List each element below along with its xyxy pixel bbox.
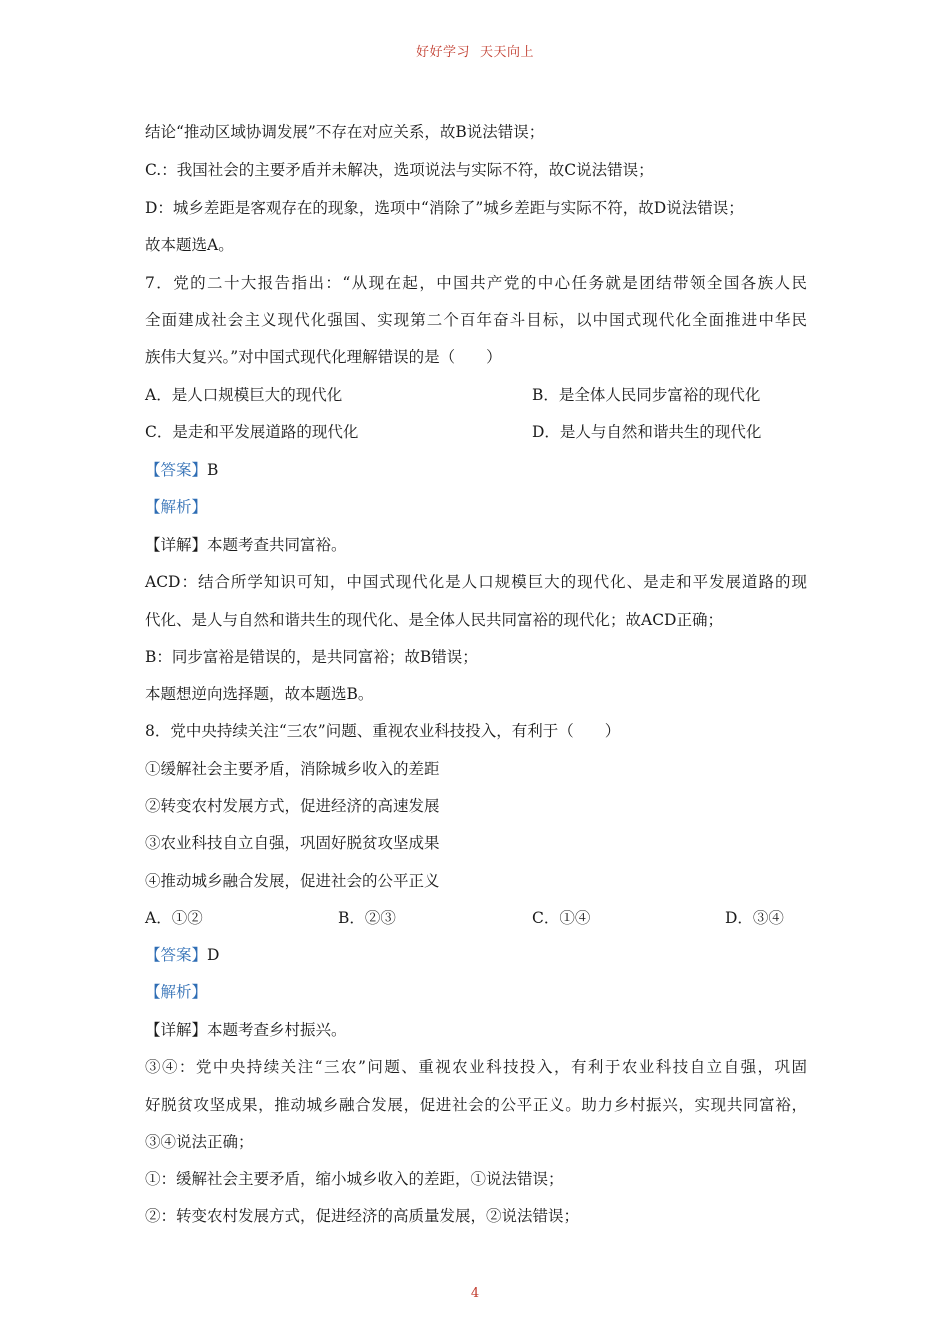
detail-line — [145, 1020, 347, 1040]
option-c: C．①④ — [532, 909, 591, 927]
text-line: 故本题选A。 — [145, 236, 234, 254]
text-line: D：城乡差距是客观存在的现象，选项中“消除了”城乡差距与实际不符，故D说法错误； — [145, 199, 744, 217]
text-line: 结论“推动区域协调发展”不存在对应关系，故B说法错误； — [145, 123, 545, 141]
page-number: 4 — [470, 1286, 480, 1301]
analysis-tag: 【解析】 — [145, 983, 208, 1001]
explanation-line: 好脱贫攻坚成果，推动城乡融合发展，促进社会的公平正义。助力乡村振兴，实现共同富裕， — [145, 1096, 807, 1114]
answer-tag: 【答案】 — [145, 946, 208, 964]
option-c: C．是走和平发展道路的现代化 — [145, 423, 359, 441]
header-right-text: 天天向上 — [480, 45, 535, 60]
page-header — [0, 41, 950, 60]
answer-line — [145, 945, 219, 965]
option-a: A．①② — [145, 909, 203, 927]
statement-2: ②转变农村发展方式，促进经济的高速发展 — [145, 797, 440, 815]
question-7-stem: 7．党的二十大报告指出：“从现在起，中国共产党的中心任务就是团结带领全国各族人民 — [145, 274, 807, 292]
option-b: B．②③ — [338, 909, 396, 927]
detail-line — [145, 535, 347, 555]
question-7-stem: 全面建成社会主义现代化强国、实现第二个百年奋斗目标，以中国式现代化全面推进中华民 — [145, 311, 807, 329]
statement-1: ①缓解社会主要矛盾，消除城乡收入的差距 — [145, 760, 440, 778]
text-line: C.：我国社会的主要矛盾并未解决，选项说法与实际不符，故C说法错误； — [145, 161, 654, 179]
explanation-line: 代化、是人与自然和谐共生的现代化、是全体人民共同富裕的现代化；故ACD正确； — [145, 611, 723, 629]
explanation-line: ACD：结合所学知识可知，中国式现代化是人口规模巨大的现代化、是走和平发展道路的现 — [145, 573, 807, 591]
option-a: A．是人口规模巨大的现代化 — [145, 386, 343, 404]
answer-value: B — [207, 461, 219, 479]
detail-tag: 【详解】 — [145, 536, 208, 554]
detail-tag: 【详解】 — [145, 1021, 208, 1039]
explanation-line: ③④说法正确； — [145, 1133, 254, 1151]
statement-4: ④推动城乡融合发展，促进社会的公平正义 — [145, 872, 440, 890]
option-d: D．是人与自然和谐共生的现代化 — [532, 423, 762, 441]
option-d: D．③④ — [725, 909, 784, 927]
answer-tag: 【答案】 — [145, 461, 208, 479]
explanation-line: 本题想逆向选择题，故本题选B。 — [145, 685, 374, 703]
explanation-line: B：同步富裕是错误的，是共同富裕；故B错误； — [145, 648, 478, 666]
explanation-line: ①：缓解社会主要矛盾，缩小城乡收入的差距，①说法错误； — [145, 1170, 564, 1188]
option-b: B．是全体人民同步富裕的现代化 — [532, 386, 761, 404]
answer-value: D — [207, 946, 220, 964]
statement-3: ③农业科技自立自强，巩固好脱贫攻坚成果 — [145, 834, 440, 852]
detail-text: 本题考查共同富裕。 — [207, 536, 347, 554]
question-7-stem: 族伟大复兴。”对中国式现代化理解错误的是（ ） — [145, 348, 502, 366]
analysis-tag: 【解析】 — [145, 498, 208, 516]
explanation-line: ③④：党中央持续关注“三农”问题、重视农业科技投入，有利于农业科技自立自强，巩固 — [145, 1058, 807, 1076]
header-left-text: 好好学习 — [415, 45, 470, 60]
answer-line — [145, 460, 218, 480]
question-8-stem: 8．党中央持续关注“三农”问题、重视农业科技投入，有利于（ ） — [145, 722, 621, 740]
explanation-line: ②：转变农村发展方式，促进经济的高质量发展，②说法错误； — [145, 1207, 580, 1225]
detail-text: 本题考查乡村振兴。 — [207, 1021, 347, 1039]
